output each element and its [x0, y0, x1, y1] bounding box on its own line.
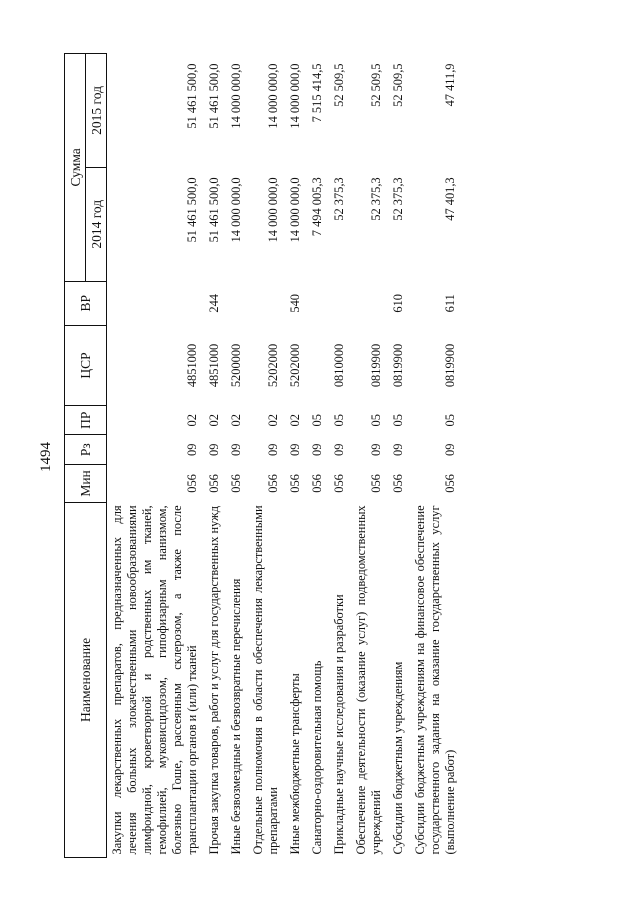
row-pr: 05 — [332, 414, 346, 427]
row-sum-2015: 52 509,5 — [332, 63, 346, 107]
row-vr — [107, 281, 205, 325]
row-csr: 0819900 — [443, 343, 457, 388]
header-pr: ПР — [65, 405, 107, 435]
row-sum-2015: 51 461 500,0 — [207, 63, 221, 129]
row-vr: 244 — [207, 293, 221, 313]
row-sum-2014: 51 461 500,0 — [185, 177, 199, 243]
table-row — [226, 54, 248, 858]
row-rz: 09 — [443, 443, 457, 456]
row-name: Субсидии бюджетным учреждениям на финансовое обеспечение государственного задания на оказание государственных услуг (выполнение работ) — [413, 505, 457, 855]
table-body — [107, 54, 463, 858]
row-sum-2014: 47 401,3 — [443, 177, 457, 221]
row-sum-2014: 52 375,3 — [332, 177, 346, 221]
row-sum-2014: 14 000 000,0 — [266, 177, 280, 243]
row-min: 056 — [288, 474, 302, 493]
row-min: 056 — [266, 474, 280, 493]
row-rz: 09 — [207, 443, 221, 456]
table-row — [329, 54, 351, 858]
row-csr: 0810000 — [332, 343, 346, 388]
row-sum-2015: 14 000 000,0 — [229, 63, 243, 129]
row-name: Обеспечение деятельности (оказание услуг) подведомственных учреждений — [354, 505, 383, 855]
row-csr: 5202000 — [288, 343, 302, 388]
row-csr: 0819900 — [391, 343, 405, 388]
row-pr: 02 — [266, 414, 280, 427]
row-min: 056 — [369, 474, 383, 493]
row-name: Санаторно-оздоровительная помощь — [310, 660, 324, 855]
header-2015: 2015 год — [86, 54, 107, 168]
row-csr: 5200000 — [229, 343, 243, 388]
row-vr — [351, 281, 388, 325]
table-row — [410, 54, 462, 858]
row-sum-2014: 14 000 000,0 — [288, 177, 302, 243]
table-row — [248, 54, 285, 858]
row-vr — [329, 281, 351, 325]
row-name: Отдельные полномочия в области обеспечения лекарственными препаратами — [251, 505, 280, 855]
table-row — [307, 54, 329, 858]
row-pr: 02 — [288, 414, 302, 427]
row-min: 056 — [443, 474, 457, 493]
row-rz: 09 — [185, 443, 199, 456]
row-vr — [307, 281, 329, 325]
row-sum-2014: 7 494 005,3 — [310, 177, 324, 237]
budget-table-rotated — [64, 53, 584, 858]
row-vr — [248, 281, 285, 325]
row-sum-2015: 14 000 000,0 — [266, 63, 280, 129]
row-vr: 611 — [443, 294, 457, 313]
row-csr: 5202000 — [266, 343, 280, 388]
row-pr: 05 — [443, 414, 457, 427]
header-name: Наименование — [65, 502, 107, 857]
row-vr — [226, 281, 248, 325]
row-csr: 4851000 — [207, 343, 221, 388]
table-row — [204, 54, 226, 858]
row-name: Закупки лекарственных препаратов, предназначенных для лечения больных злокачественными новообразованиями лимфоидной, кроветворной и родственных им тканей, гемофилией, муковисцидозом, гипофизарным нанизмом, болезнью Гоше, рассеянным склерозом, а также после трансплантации органов и (или) тканей — [110, 505, 199, 855]
table-row — [107, 54, 205, 858]
row-sum-2015: 14 000 000,0 — [288, 63, 302, 129]
row-pr: 02 — [185, 414, 199, 427]
row-name: Иные безвозмездные и безвозвратные перечисления — [229, 578, 243, 855]
row-min: 056 — [185, 474, 199, 493]
row-sum-2015: 52 509,5 — [391, 63, 405, 107]
page-number: 1494 — [38, 442, 54, 472]
row-sum-2014: 52 375,3 — [369, 177, 383, 221]
row-rz: 09 — [266, 443, 280, 456]
row-pr: 02 — [207, 414, 221, 427]
row-rz: 09 — [369, 443, 383, 456]
row-min: 056 — [229, 474, 243, 493]
row-name: Субсидии бюджетным учреждениям — [391, 661, 405, 855]
header-csr: ЦСР — [65, 325, 107, 405]
row-min: 056 — [332, 474, 346, 493]
row-name: Прочая закупка товаров, работ и услуг для государственных нужд — [207, 505, 221, 855]
row-vr: 610 — [391, 293, 405, 313]
row-rz: 09 — [229, 443, 243, 456]
table-row — [285, 54, 307, 858]
header-vr: ВР — [65, 281, 107, 325]
table-row — [388, 54, 410, 858]
row-sum-2015: 7 515 414,5 — [310, 63, 324, 123]
table-row — [351, 54, 388, 858]
row-sum-2014: 14 000 000,0 — [229, 177, 243, 243]
row-csr: 0819900 — [369, 343, 383, 388]
row-pr: 02 — [229, 414, 243, 427]
row-min: 056 — [391, 474, 405, 493]
row-sum-2015: 52 509,5 — [369, 63, 383, 107]
row-rz: 09 — [310, 443, 324, 456]
header-rz: Рз — [65, 435, 107, 465]
budget-table — [64, 53, 462, 858]
row-sum-2015: 51 461 500,0 — [185, 63, 199, 129]
row-csr — [307, 325, 329, 405]
row-min: 056 — [310, 474, 324, 493]
header-sum: Сумма — [65, 54, 86, 282]
row-rz: 09 — [288, 443, 302, 456]
row-vr: 540 — [288, 293, 302, 313]
row-sum-2014: 52 375,3 — [391, 177, 405, 221]
header-2014: 2014 год — [86, 167, 107, 281]
row-pr: 05 — [310, 414, 324, 427]
row-name: Прикладные научные исследования и разработки — [332, 594, 346, 855]
row-name: Иные межбюджетные трансферты — [288, 673, 302, 855]
row-pr: 05 — [391, 414, 405, 427]
row-rz: 09 — [391, 443, 405, 456]
row-pr: 05 — [369, 414, 383, 427]
row-min: 056 — [207, 474, 221, 493]
row-rz: 09 — [332, 443, 346, 456]
row-csr: 4851000 — [185, 343, 199, 388]
row-sum-2015: 47 411,9 — [443, 63, 457, 107]
header-min: Мин — [65, 464, 107, 502]
row-sum-2014: 51 461 500,0 — [207, 177, 221, 243]
